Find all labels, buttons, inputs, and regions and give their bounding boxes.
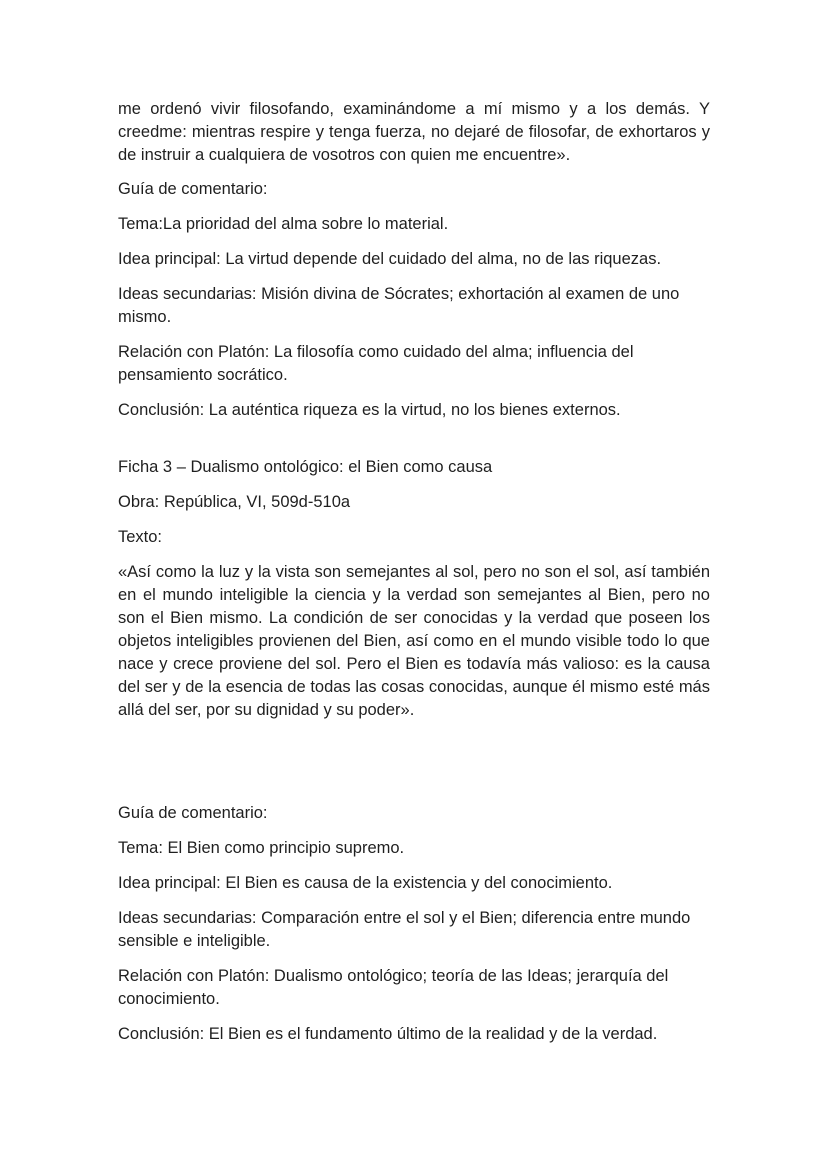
conclusion-line: Conclusión: La auténtica riqueza es la virtud, no los bienes externos. bbox=[118, 401, 621, 419]
tema-line: Tema: El Bien como principio supremo. bbox=[118, 839, 405, 857]
ficha-title: Ficha 3 – Dualismo ontológico: el Bien como causa bbox=[118, 458, 493, 476]
texto-label: Texto: bbox=[118, 528, 163, 546]
guide-heading: Guía de comentario: bbox=[118, 180, 268, 198]
quote-text: «Así como la luz y la vista son semejantes al sol, pero no son el sol, así también en el mundo inteligible la ciencia y la verdad son semejantes al Bien, pero no son el Bien mismo. La condición de ser conocidas y la verdad que poseen los objetos inteligibles provienen del Bien, así como en el mundo visible todo lo que nace y crece proviene del sol. Pero el Bien es todavía más valioso: es la causa del ser y de la esencia de todas las cosas conocidas, aunque él mismo esté más allá del ser, por su dignidad y su poder». bbox=[118, 563, 710, 719]
ideas-secundarias-line: Ideas secundarias: Comparación entre el sol y el Bien; diferencia entre mundo sensible e inteligible. bbox=[118, 909, 691, 950]
conclusion-line: Conclusión: El Bien es el fundamento último de la realidad y de la verdad. bbox=[118, 1025, 658, 1043]
idea-principal-line: Idea principal: La virtud depende del cuidado del alma, no de las riquezas. bbox=[118, 250, 662, 268]
guide-heading: Guía de comentario: bbox=[118, 804, 268, 822]
quote-continuation: me ordenó vivir filosofando, examinándome a mí mismo y a los demás. Y creedme: mientras respire y tenga fuerza, no dejaré de filosofar, de exhortaros y de instruir a cualquiera de vosotros con quien me encuentre». bbox=[118, 100, 710, 164]
obra-line: Obra: República, VI, 509d-510a bbox=[118, 493, 351, 511]
relacion-platon-line: Relación con Platón: Dualismo ontológico; teoría de las Ideas; jerarquía del conocimiento. bbox=[118, 967, 669, 1008]
relacion-platon-line: Relación con Platón: La filosofía como cuidado del alma; influencia del pensamiento socrático. bbox=[118, 343, 634, 384]
ideas-secundarias-line: Ideas secundarias: Misión divina de Sócrates; exhortación al examen de uno mismo. bbox=[118, 285, 680, 326]
tema-line: Tema:La prioridad del alma sobre lo material. bbox=[118, 215, 449, 233]
idea-principal-line: Idea principal: El Bien es causa de la existencia y del conocimiento. bbox=[118, 874, 613, 892]
document-page bbox=[118, 98, 710, 1046]
